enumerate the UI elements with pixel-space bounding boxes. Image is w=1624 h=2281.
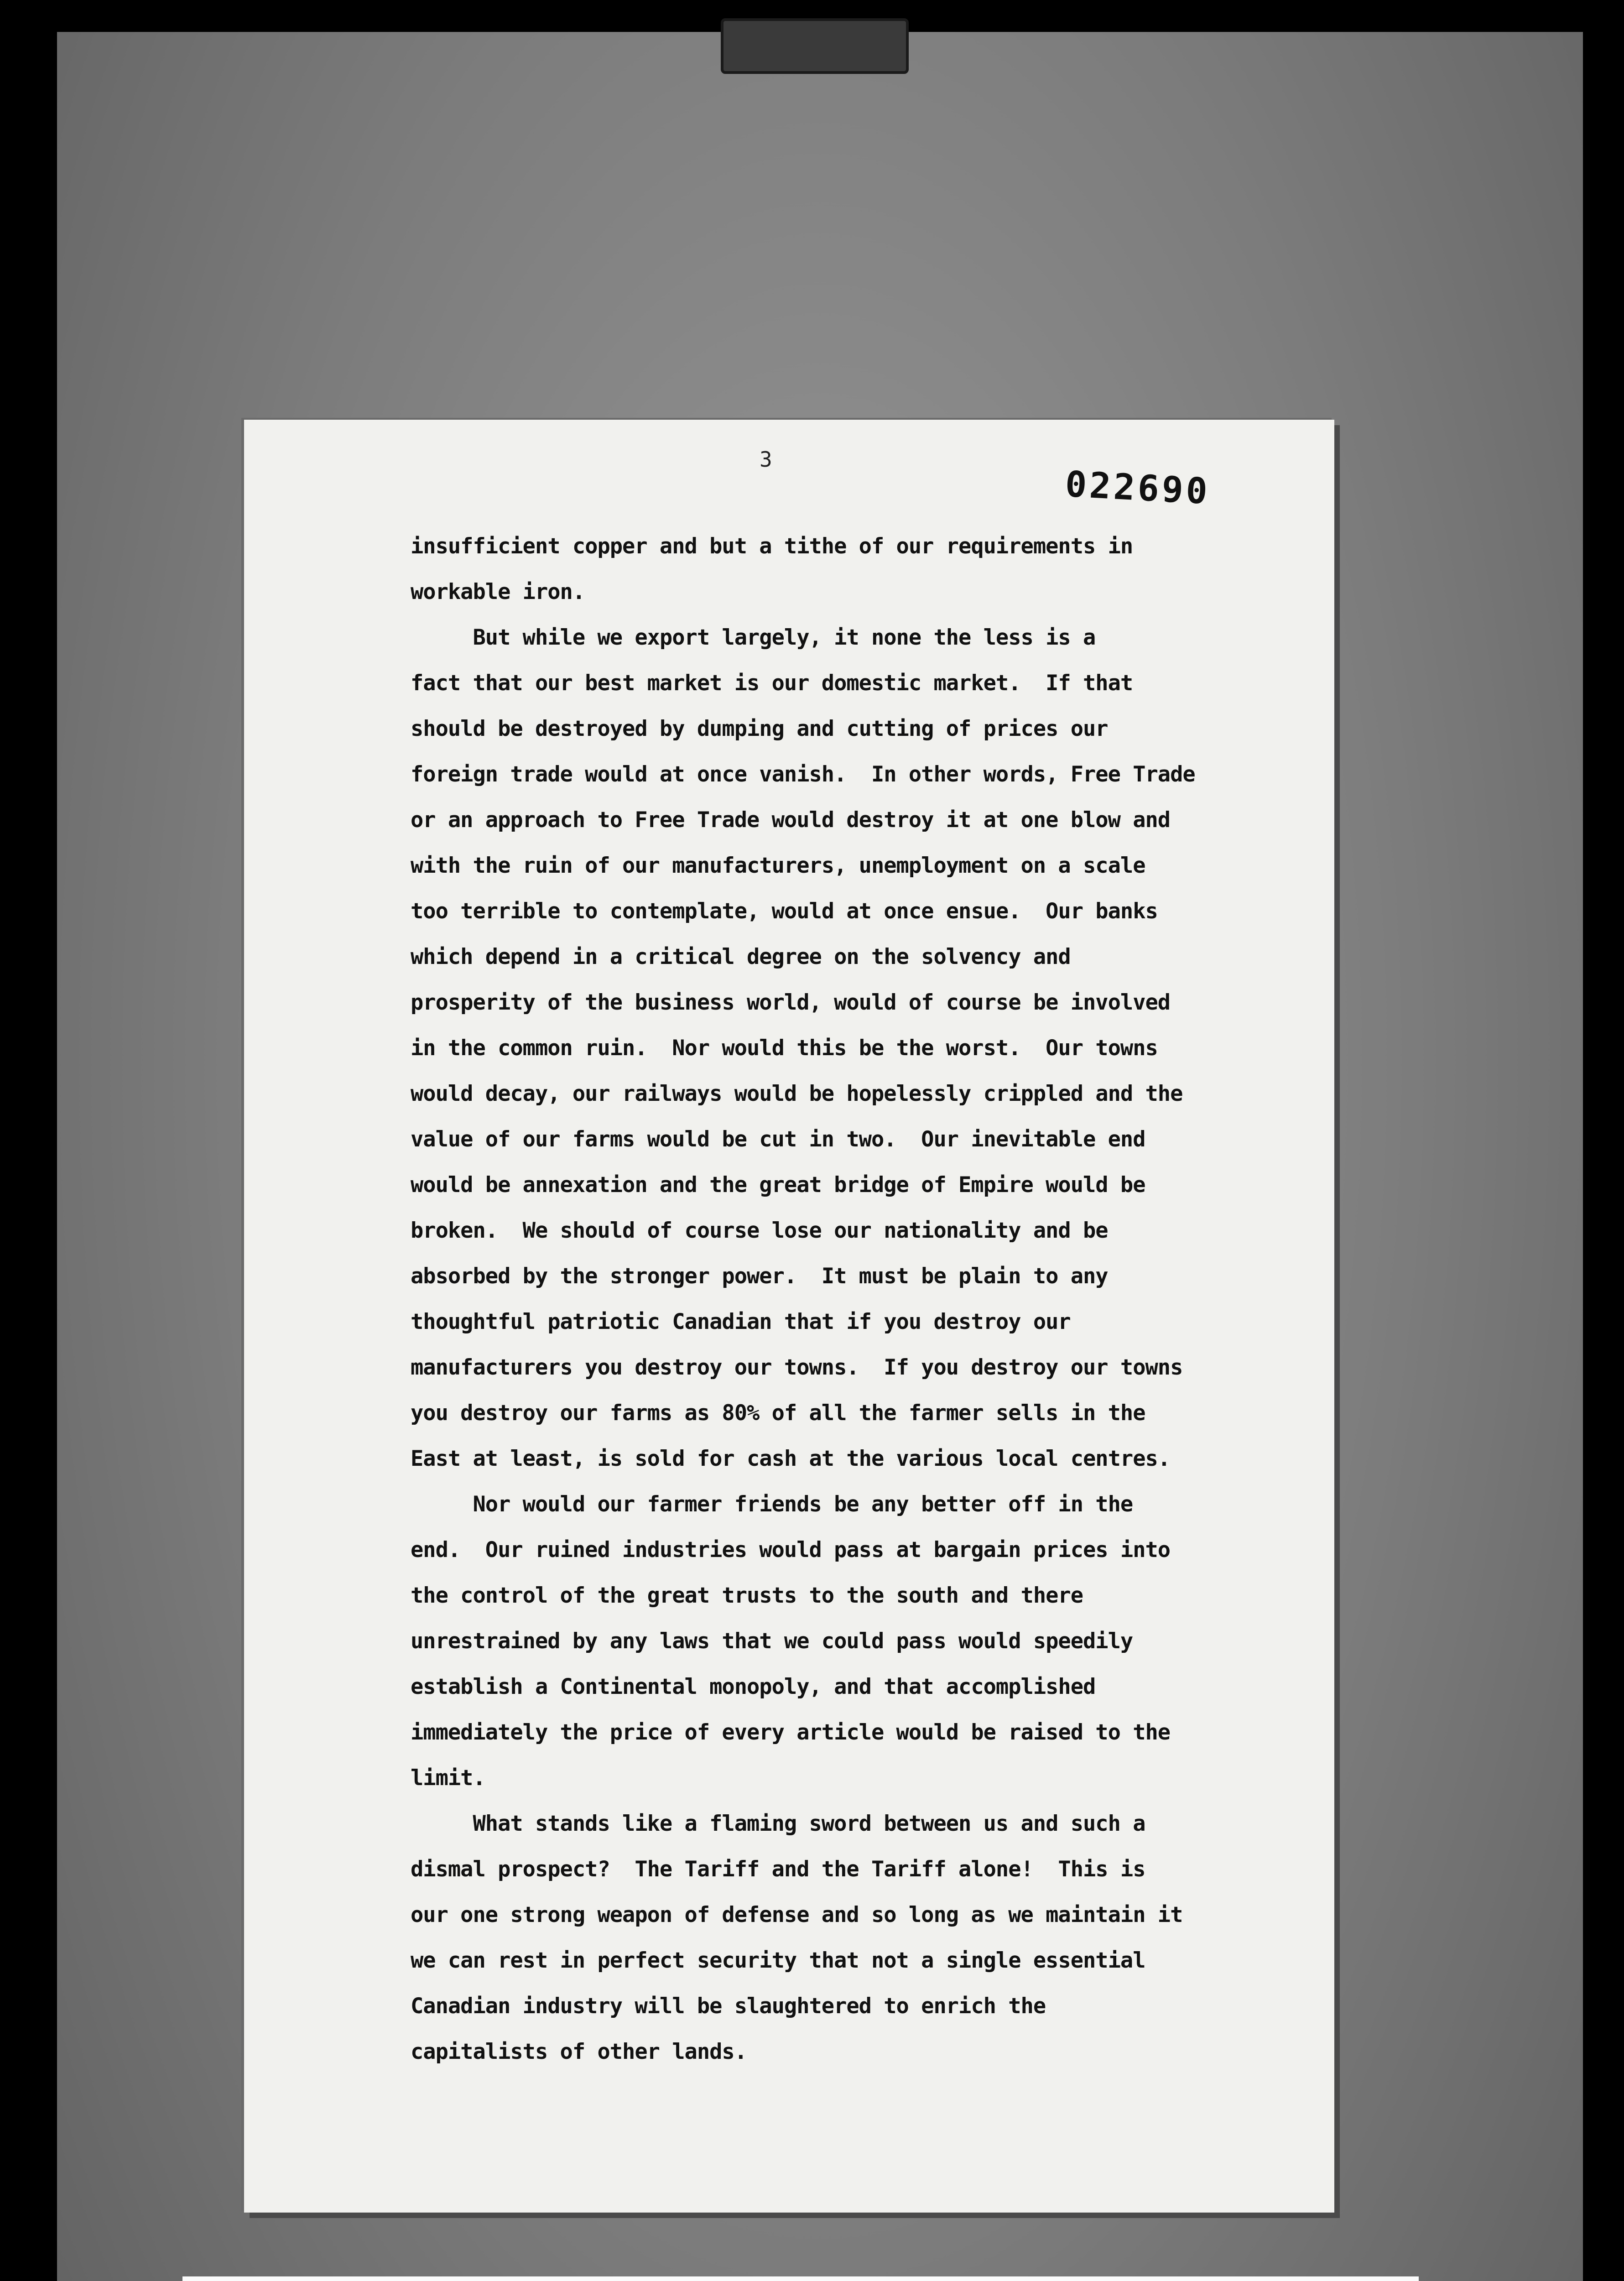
typed-line: foreign trade would at once vanish. In other words, Free Trade xyxy=(411,762,1195,787)
typed-line: unrestrained by any laws that we could pass would speedily xyxy=(411,1629,1133,1654)
typed-line: prosperity of the business world, would of course be involved xyxy=(411,990,1171,1015)
typed-line: absorbed by the stronger power. It must be plain to any xyxy=(411,1264,1108,1289)
typed-line: thoughtful patriotic Canadian that if you destroy our xyxy=(411,1309,1071,1334)
typed-line: workable iron. xyxy=(411,579,585,604)
typed-line: too terrible to contemplate, would at once ensue. Our banks xyxy=(411,899,1158,924)
typed-line: the control of the great trusts to the south and there xyxy=(411,1583,1083,1608)
typed-line: broken. We should of course lose our nationality and be xyxy=(411,1218,1108,1243)
typed-line: immediately the price of every article would be raised to the xyxy=(411,1720,1171,1745)
page-number: 3 xyxy=(760,447,772,472)
typed-line: Nor would our farmer friends be any better off in the xyxy=(411,1492,1133,1517)
typed-line: East at least, is sold for cash at the various local centres. xyxy=(411,1446,1171,1471)
archive-label-card xyxy=(182,2276,1419,2281)
typed-line: would decay, our railways would be hopelessly crippled and the xyxy=(411,1081,1183,1106)
typed-line: in the common ruin. Nor would this be the worst. Our towns xyxy=(411,1036,1158,1061)
typed-line: value of our farms would be cut in two. Our inevitable end xyxy=(411,1127,1145,1152)
typed-line: What stands like a flaming sword between us and such a xyxy=(411,1811,1145,1836)
typed-line: Canadian industry will be slaughtered to enrich the xyxy=(411,1994,1046,2019)
typed-line: you destroy our farms as 80% of all the farmer sells in the xyxy=(411,1401,1145,1426)
typed-line: would be annexation and the great bridge of Empire would be xyxy=(411,1172,1145,1198)
typed-line: our one strong weapon of defense and so long as we maintain it xyxy=(411,1902,1183,1927)
typed-body xyxy=(411,524,1300,2075)
typed-line: should be destroyed by dumping and cutting of prices our xyxy=(411,716,1108,741)
typed-line: But while we export largely, it none the less is a xyxy=(411,625,1096,650)
typed-line: which depend in a critical degree on the solvency and xyxy=(411,944,1071,969)
document-id-stamp: 022690 xyxy=(1064,463,1211,513)
typed-page xyxy=(244,420,1334,2213)
typed-line: fact that our best market is our domestic market. If that xyxy=(411,671,1133,696)
typed-line: manufacturers you destroy our towns. If you destroy our towns xyxy=(411,1355,1183,1380)
typed-line: with the ruin of our manufacturers, unemployment on a scale xyxy=(411,853,1145,878)
top-clip xyxy=(721,18,909,74)
typed-line: establish a Continental monopoly, and that accomplished xyxy=(411,1674,1096,1699)
typed-line: end. Our ruined industries would pass at bargain prices into xyxy=(411,1537,1171,1562)
typed-line: capitalists of other lands. xyxy=(411,2039,747,2064)
typed-line: we can rest in perfect security that not a single essential xyxy=(411,1948,1145,1973)
typed-line: dismal prospect? The Tariff and the Tariff alone! This is xyxy=(411,1857,1145,1882)
typed-line: limit. xyxy=(411,1765,485,1791)
typed-line: insufficient copper and but a tithe of our requirements in xyxy=(411,534,1133,559)
typed-line: or an approach to Free Trade would destroy it at one blow and xyxy=(411,807,1171,833)
